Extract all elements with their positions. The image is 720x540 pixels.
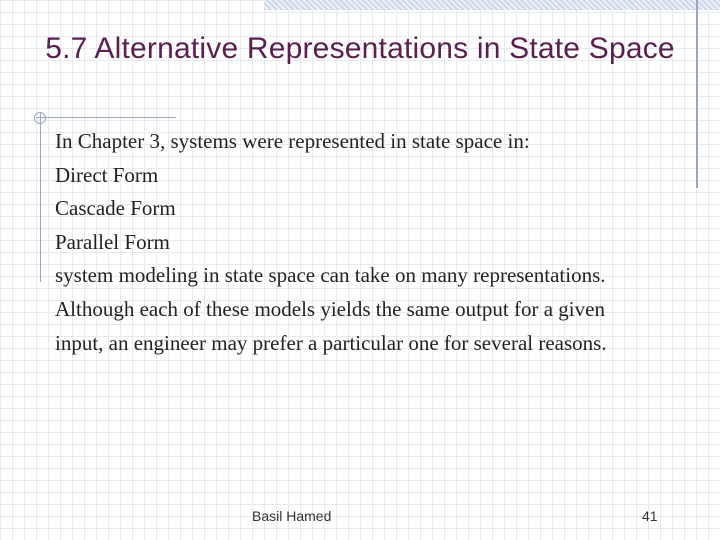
slide-title: 5.7 Alternative Representations in State Space [45,32,675,65]
decorative-horizontal-line [36,117,176,118]
decorative-vertical-line [40,112,41,282]
body-line-input: input, an engineer may prefer a particular one for several reasons. [55,330,607,355]
slide-body [55,125,705,360]
body-line-parallel-form: Parallel Form [55,229,170,254]
body-line-modeling: system modeling in state space can take on many representations. [55,263,606,288]
footer-page-number: 41 [642,508,658,524]
decorative-circle-icon [34,112,46,124]
footer-author: Basil Hamed [252,508,332,524]
body-line-intro: In Chapter 3, systems were represented in state space in: [55,129,530,153]
body-line-direct-form: Direct Form [55,162,159,187]
body-line-although: Although each of these models yields the same output for a given [55,296,605,321]
top-decorative-band [264,0,720,10]
body-line-cascade-form: Cascade Form [55,196,176,221]
